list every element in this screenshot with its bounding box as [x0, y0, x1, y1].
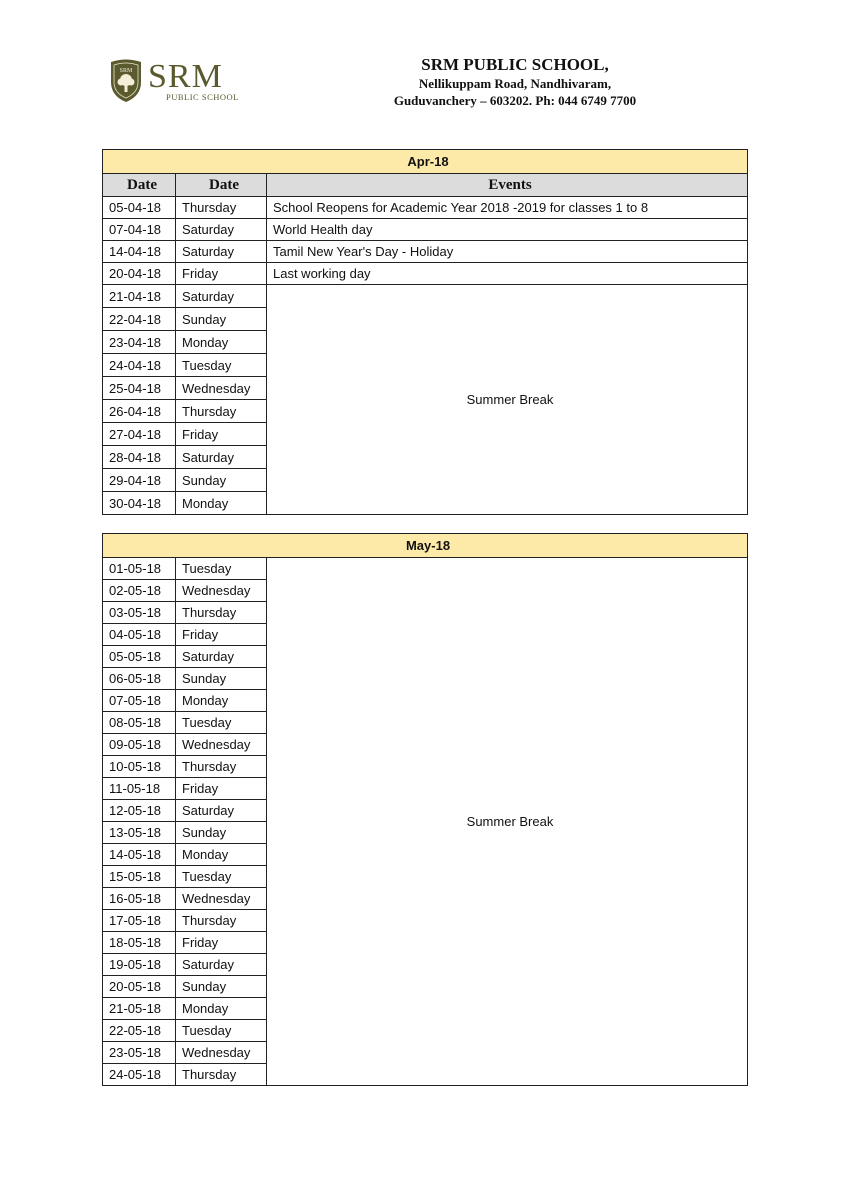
day-cell: Thursday — [176, 197, 267, 219]
table-row — [103, 263, 748, 285]
date-cell: 29-04-18 — [103, 469, 176, 492]
day-cell: Wednesday — [176, 734, 267, 756]
day-cell: Monday — [176, 492, 267, 515]
day-cell: Tuesday — [176, 866, 267, 888]
school-name: SRM PUBLIC SCHOOL, — [421, 55, 609, 74]
date-cell: 30-04-18 — [103, 492, 176, 515]
day-cell: Wednesday — [176, 377, 267, 400]
date-cell: 17-05-18 — [103, 910, 176, 932]
date-cell: 23-05-18 — [103, 1042, 176, 1064]
day-cell: Sunday — [176, 308, 267, 331]
day-cell: Friday — [176, 932, 267, 954]
date-cell: 20-04-18 — [103, 263, 176, 285]
table-row — [103, 241, 748, 263]
date-cell: 07-05-18 — [103, 690, 176, 712]
day-cell: Thursday — [176, 400, 267, 423]
day-cell: Monday — [176, 331, 267, 354]
day-cell: Saturday — [176, 800, 267, 822]
column-header-events: Events — [267, 174, 748, 197]
date-cell: 18-05-18 — [103, 932, 176, 954]
date-cell: 21-05-18 — [103, 998, 176, 1020]
logo-wordmark: SRM — [148, 58, 223, 95]
may-month-label: May-18 — [103, 534, 748, 558]
date-cell: 15-05-18 — [103, 866, 176, 888]
date-cell: 05-05-18 — [103, 646, 176, 668]
date-cell: 22-05-18 — [103, 1020, 176, 1042]
event-cell: Tamil New Year's Day - Holiday — [267, 241, 748, 263]
school-address-line2: Guduvanchery – 603202. Ph: 044 6749 7700 — [393, 93, 637, 108]
april-month-header-row — [103, 150, 748, 174]
day-cell: Saturday — [176, 646, 267, 668]
day-cell: Thursday — [176, 756, 267, 778]
column-header-day: Date — [176, 174, 267, 197]
day-cell: Saturday — [176, 954, 267, 976]
day-cell: Sunday — [176, 822, 267, 844]
event-cell: Last working day — [267, 263, 748, 285]
day-cell: Tuesday — [176, 558, 267, 580]
day-cell: Wednesday — [176, 1042, 267, 1064]
day-cell: Friday — [176, 263, 267, 285]
table-row — [103, 285, 748, 308]
day-cell: Saturday — [176, 241, 267, 263]
date-cell: 20-05-18 — [103, 976, 176, 998]
date-cell: 12-05-18 — [103, 800, 176, 822]
date-cell: 21-04-18 — [103, 285, 176, 308]
table-row — [103, 197, 748, 219]
day-cell: Friday — [176, 778, 267, 800]
date-cell: 10-05-18 — [103, 756, 176, 778]
day-cell: Friday — [176, 423, 267, 446]
date-cell: 27-04-18 — [103, 423, 176, 446]
date-cell: 24-05-18 — [103, 1064, 176, 1086]
day-cell: Monday — [176, 690, 267, 712]
day-cell: Sunday — [176, 469, 267, 492]
day-cell: Thursday — [176, 602, 267, 624]
summer-break-cell: Summer Break — [267, 285, 748, 515]
day-cell: Tuesday — [176, 712, 267, 734]
table-row — [103, 219, 748, 241]
date-cell: 26-04-18 — [103, 400, 176, 423]
date-cell: 01-05-18 — [103, 558, 176, 580]
day-cell: Wednesday — [176, 580, 267, 602]
day-cell: Thursday — [176, 1064, 267, 1086]
date-cell: 07-04-18 — [103, 219, 176, 241]
logo-subtext: PUBLIC SCHOOL — [166, 92, 239, 102]
date-cell: 23-04-18 — [103, 331, 176, 354]
day-cell: Sunday — [176, 668, 267, 690]
column-header-row — [103, 174, 748, 197]
day-cell: Saturday — [176, 219, 267, 241]
school-address-line1: Nellikuppam Road, Nandhivaram, — [418, 76, 612, 91]
date-cell: 25-04-18 — [103, 377, 176, 400]
may-month-header-row — [103, 534, 748, 558]
day-cell: Wednesday — [176, 888, 267, 910]
summer-break-cell: Summer Break — [267, 558, 748, 1086]
day-cell: Sunday — [176, 976, 267, 998]
date-cell: 16-05-18 — [103, 888, 176, 910]
svg-text:SRM: SRM — [119, 68, 133, 74]
day-cell: Thursday — [176, 910, 267, 932]
date-cell: 13-05-18 — [103, 822, 176, 844]
day-cell: Tuesday — [176, 1020, 267, 1042]
date-cell: 05-04-18 — [103, 197, 176, 219]
april-month-label: Apr-18 — [103, 150, 748, 174]
april-calendar-table — [102, 149, 748, 515]
table-row — [103, 558, 748, 580]
day-cell: Tuesday — [176, 354, 267, 377]
date-cell: 24-04-18 — [103, 354, 176, 377]
school-logo — [108, 56, 258, 106]
date-cell: 06-05-18 — [103, 668, 176, 690]
school-heading — [340, 55, 690, 109]
date-cell: 09-05-18 — [103, 734, 176, 756]
date-cell: 14-04-18 — [103, 241, 176, 263]
column-header-date: Date — [103, 174, 176, 197]
date-cell: 08-05-18 — [103, 712, 176, 734]
date-cell: 02-05-18 — [103, 580, 176, 602]
date-cell: 03-05-18 — [103, 602, 176, 624]
date-cell: 28-04-18 — [103, 446, 176, 469]
day-cell: Monday — [176, 844, 267, 866]
date-cell: 14-05-18 — [103, 844, 176, 866]
day-cell: Monday — [176, 998, 267, 1020]
date-cell: 04-05-18 — [103, 624, 176, 646]
event-cell: World Health day — [267, 219, 748, 241]
day-cell: Friday — [176, 624, 267, 646]
day-cell: Saturday — [176, 446, 267, 469]
day-cell: Saturday — [176, 285, 267, 308]
date-cell: 19-05-18 — [103, 954, 176, 976]
event-cell: School Reopens for Academic Year 2018 -2019 for classes 1 to 8 — [267, 197, 748, 219]
date-cell: 11-05-18 — [103, 778, 176, 800]
date-cell: 22-04-18 — [103, 308, 176, 331]
may-calendar-table — [102, 533, 748, 1086]
